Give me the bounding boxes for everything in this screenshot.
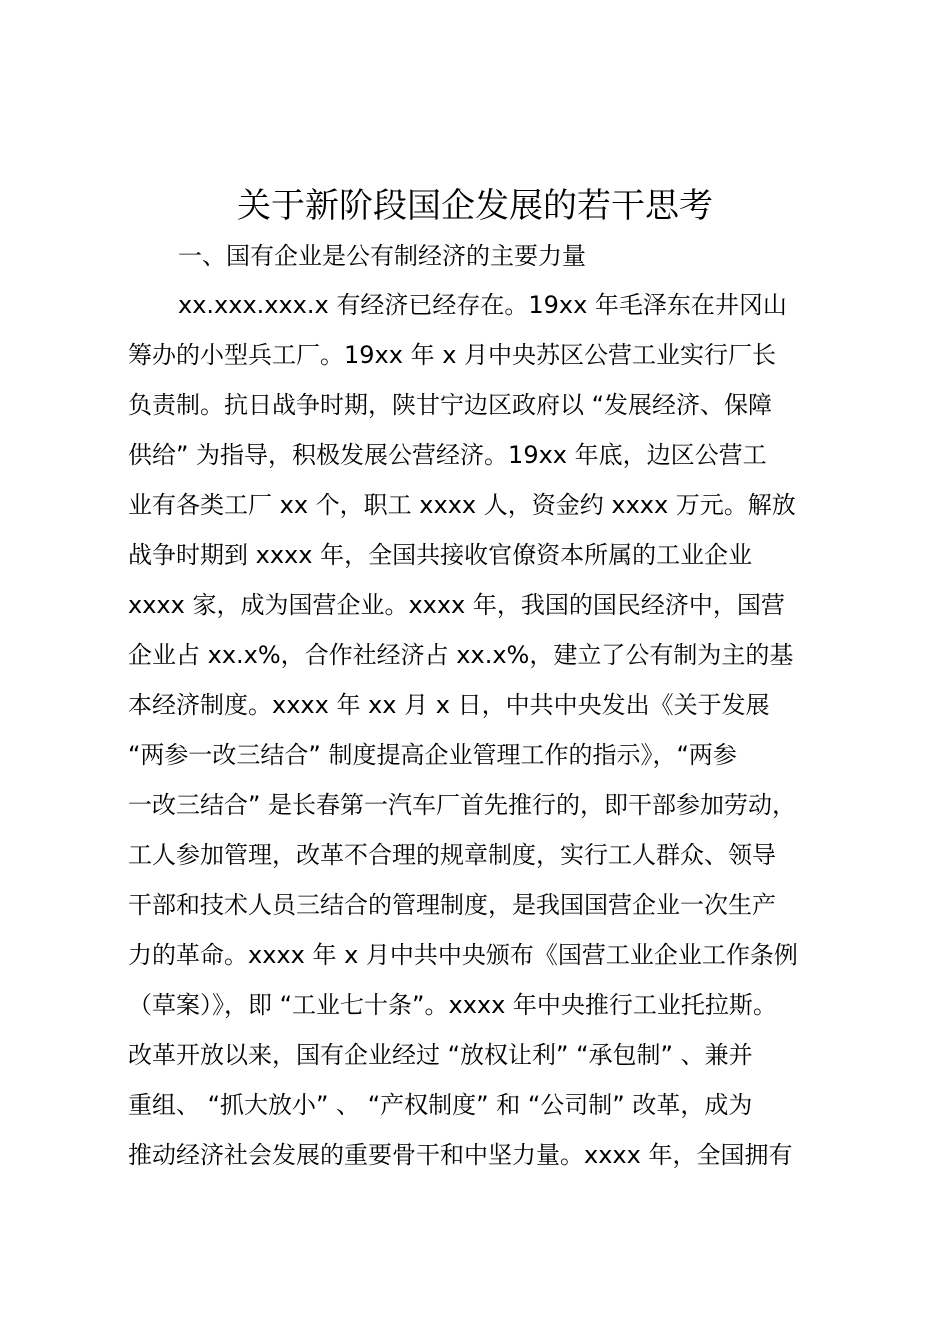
body-text xyxy=(128,285,858,1185)
body-line: 改革开放以来，国有企业经过 “放权让利” “承包制” 、兼并 xyxy=(128,1041,753,1069)
body-line: 一改三结合” 是长春第一汽车厂首先推行的，即干部参加劳动， xyxy=(128,791,797,819)
body-line: xx.xxx.xxx.x 有经济已经存在。19xx 年毛泽东在井冈山 xyxy=(178,291,787,319)
body-line: 重组、 “抓大放小” 、 “产权制度” 和 “公司制” 改革，成为 xyxy=(128,1091,753,1119)
body-line: 干部和技术人员三结合的管理制度，是我国国营企业一次生产 xyxy=(128,891,776,919)
body-line: 业有各类工厂 xx 个，职工 xxxx 人，资金约 xxxx 万元。解放 xyxy=(128,491,796,519)
body-line: （草案）》，即 “工业七十条”。xxxx 年中央推行工业托拉斯。 xyxy=(128,991,777,1019)
body-line: 供给” 为指导，积极发展公营经济。19xx 年底，边区公营工 xyxy=(128,441,767,469)
body-line: 战争时期到 xxxx 年，全国共接收官僚资本所属的工业企业 xyxy=(128,541,753,569)
body-line: xxxx 家，成为国营企业。xxxx 年，我国的国民经济中，国营 xyxy=(128,591,785,619)
body-line: 企业占 xx.x%，合作社经济占 xx.x%，建立了公有制为主的基 xyxy=(128,641,794,669)
body-line: 力的革命。xxxx 年 x 月中共中央颁布《国营工业企业工作条例 xyxy=(128,941,798,969)
body-line: 本经济制度。xxxx 年 xx 月 x 日，中共中央发出《关于发展 xyxy=(128,691,770,719)
body-line: 筹办的小型兵工厂。19xx 年 x 月中央苏区公营工业实行厂长 xyxy=(128,341,777,369)
body-line: 推动经济社会发展的重要骨干和中坚力量。xxxx 年，全国拥有 xyxy=(128,1141,793,1169)
section-heading: 一、国有企业是公有制经济的主要力量 xyxy=(178,242,586,270)
body-line: 工人参加管理，改革不合理的规章制度，实行工人群众、领导 xyxy=(128,841,776,869)
document-title: 关于新阶段国企发展的若干思考 xyxy=(237,186,713,226)
body-line: “两参一改三结合” 制度提高企业管理工作的指示》，“两参 xyxy=(128,741,737,769)
body-line: 负责制。抗日战争时期，陕甘宁边区政府以 “发展经济、保障 xyxy=(128,391,773,419)
